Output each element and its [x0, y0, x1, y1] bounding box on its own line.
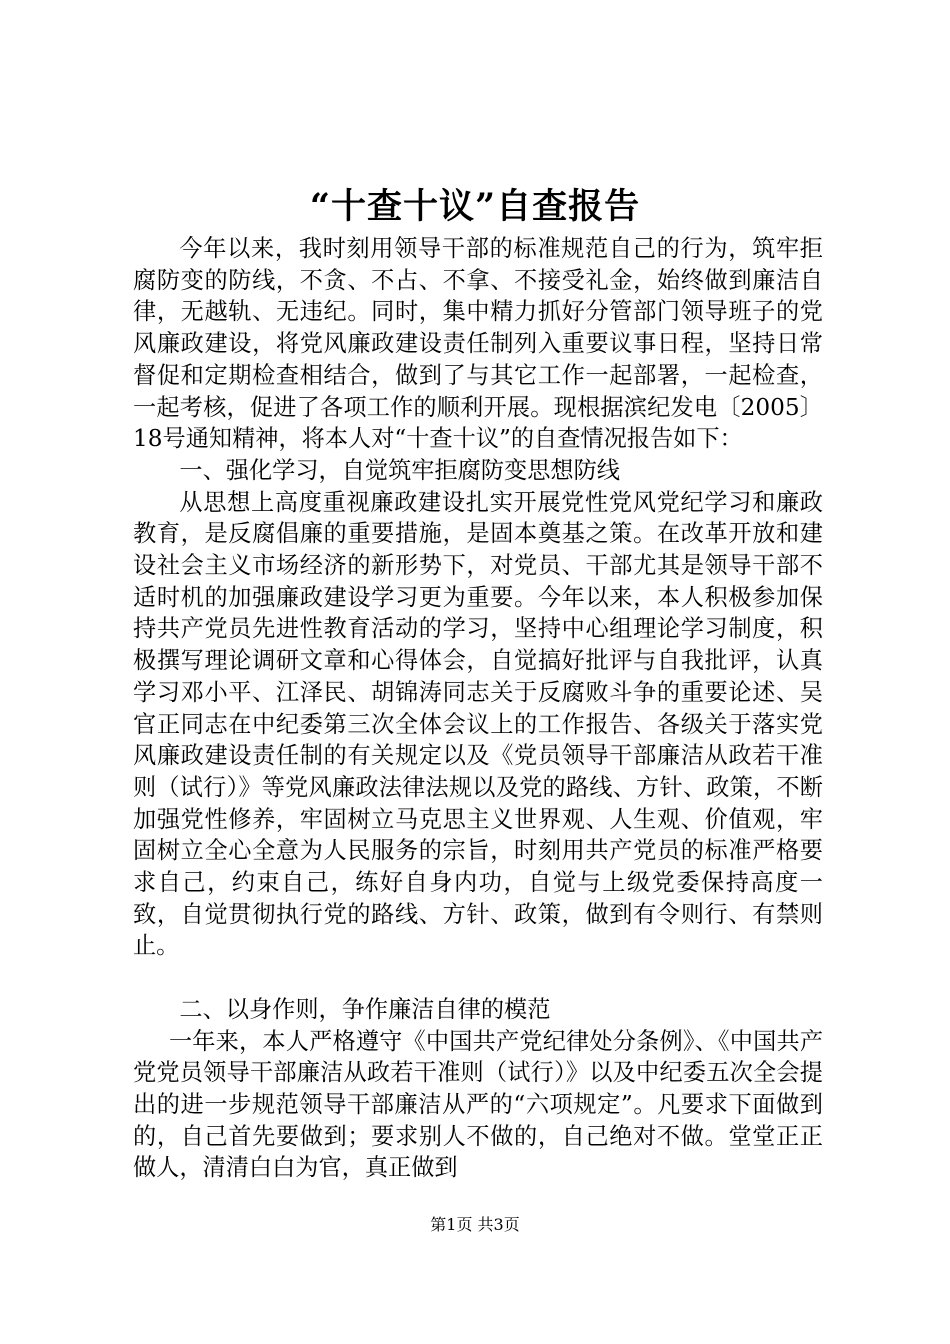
document-title: “十查十议”自查报告	[309, 186, 641, 227]
section-heading-1: 一、强化学习，自觉筑牢拒腐防变思想防线	[179, 456, 620, 484]
section-2-paragraph: 一年来，本人严格遵守《中国共产党纪律处分条例》、《中国共产党党员领导干部廉洁从政若干准则（试行）》以及中纪委五次全会提出的进一步规范领导干部廉洁从严的“六项规定”。凡要求下面做到的，自己首先要做到；要求别人不做的，自己绝对不做。堂堂正正做人，清清白白为官，真正做到	[133, 1027, 823, 1182]
page-footer: 第1页 共3页	[430, 1215, 520, 1234]
section-heading-2: 二、以身作则，争作廉洁自律的模范	[179, 995, 551, 1023]
document-body	[133, 233, 823, 1184]
section-1-paragraph: 从思想上高度重视廉政建设扎实开展党性党风党纪学习和廉政教育，是反腐倡廉的重要措施，是固本奠基之策。在改革开放和建设社会主义市场经济的新形势下，对党员、干部尤其是领导干部不适时机的加强廉政建设学习更为重要。今年以来，本人积极参加保持共产党员先进性教育活动的学习，坚持中心组理论学习制度，积极撰写理论调研文章和心得体会，自觉搞好批评与自我批评，认真学习邓小平、江泽民、胡锦涛同志关于反腐败斗争的重要论述、吴官正同志在中纪委第三次全体会议上的工作报告、各级关于落实党风廉政建设责任制的有关规定以及《党员领导干部廉洁从政若干准则（试行）》等党风廉政法律法规以及党的路线、方针、政策，不断加强党性修养，牢固树立马克思主义世界观、人生观、价值观，牢固树立全心全意为人民服务的宗旨，时刻用共产党员的标准严格要求自己，约束自己，练好自身内功，自觉与上级党委保持高度一致，自觉贯彻执行党的路线、方针、政策，做到有令则行、有禁则止。	[133, 488, 823, 960]
intro-paragraph: 今年以来，我时刻用领导干部的标准规范自己的行为，筑牢拒腐防变的防线，不贪、不占、不拿、不接受礼金，始终做到廉洁自律，无越轨、无违纪。同时，集中精力抓好分管部门领导班子的党风廉政建设，将党风廉政建设责任制列入重要议事日程，坚持日常督促和定期检查相结合，做到了与其它工作一起部署，一起检查，一起考核，促进了各项工作的顺利开展。现根据滨纪发电〔2005〕18号通知精神，将本人对“十查十议”的自查情况报告如下：	[133, 235, 823, 453]
paragraph-gap	[133, 962, 823, 994]
